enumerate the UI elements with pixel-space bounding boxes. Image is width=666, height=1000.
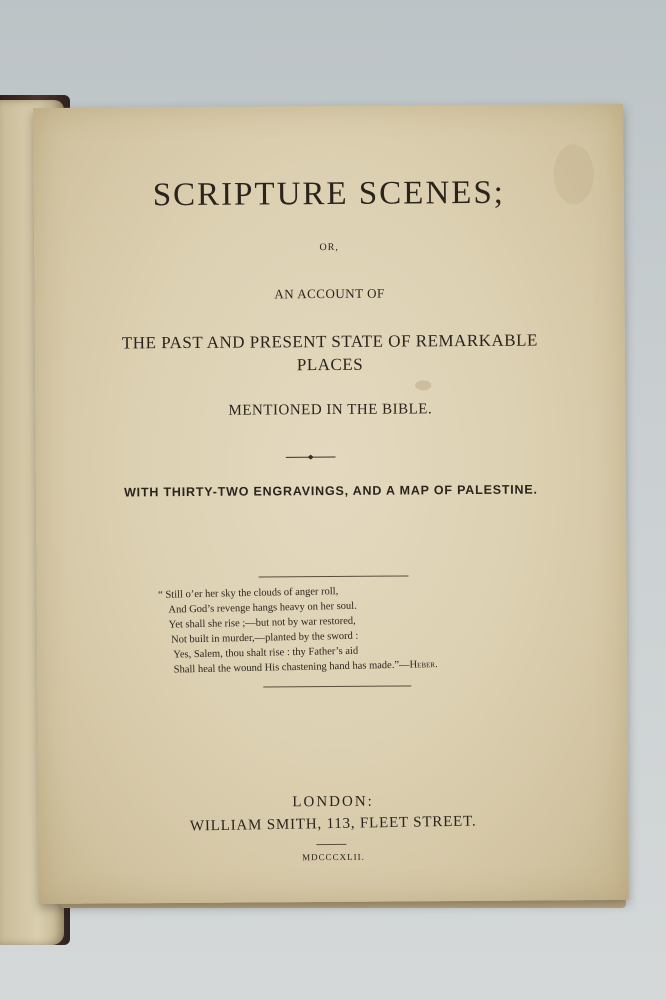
mentioned-line: MENTIONED IN THE BIBLE. <box>228 401 433 419</box>
poem-line-6-text: Shall heal the wound His chastening hand has made.” <box>173 659 400 676</box>
ornament-divider <box>286 454 336 460</box>
poem-line-2: And God’s revenge hangs heavy on her soul. <box>168 600 357 616</box>
ink-stain <box>415 380 431 390</box>
account-line: AN ACCOUNT OF <box>274 285 385 302</box>
poem-rule-bottom <box>263 685 411 687</box>
poem-line-3: Yet shall she rise ;—but not by war restored, <box>168 615 356 631</box>
imprint-date: MDCCCXLII. <box>302 851 365 863</box>
epigraph-poem <box>158 580 540 678</box>
poem-rule-top <box>259 575 409 577</box>
poem-line-4: Not built in murder,—planted by the sword : <box>170 630 359 646</box>
book-title: SCRIPTURE SCENES; <box>152 174 506 214</box>
or-line: OR, <box>319 241 339 254</box>
subtitle-block <box>35 328 625 378</box>
poem-author: —Heber. <box>398 659 438 671</box>
poem-line-1: “ Still o’er her sky the clouds of anger roll, <box>158 586 339 601</box>
subtitle-line-2: PLACES <box>296 354 364 375</box>
poem-line-5: Yes, Salem, thou shalt rise : thy Father’s aid <box>173 645 359 661</box>
engravings-line: WITH THIRTY-TWO ENGRAVINGS, AND A MAP OF PALESTINE. <box>124 482 538 500</box>
title-page <box>33 104 629 904</box>
subtitle-line-1: THE PAST AND PRESENT STATE OF REMARKABLE <box>121 330 538 353</box>
imprint-publisher: WILLIAM SMITH, 113, FLEET STREET. <box>189 813 477 835</box>
imprint-rule <box>316 844 346 845</box>
imprint-city: LONDON: <box>292 793 374 811</box>
